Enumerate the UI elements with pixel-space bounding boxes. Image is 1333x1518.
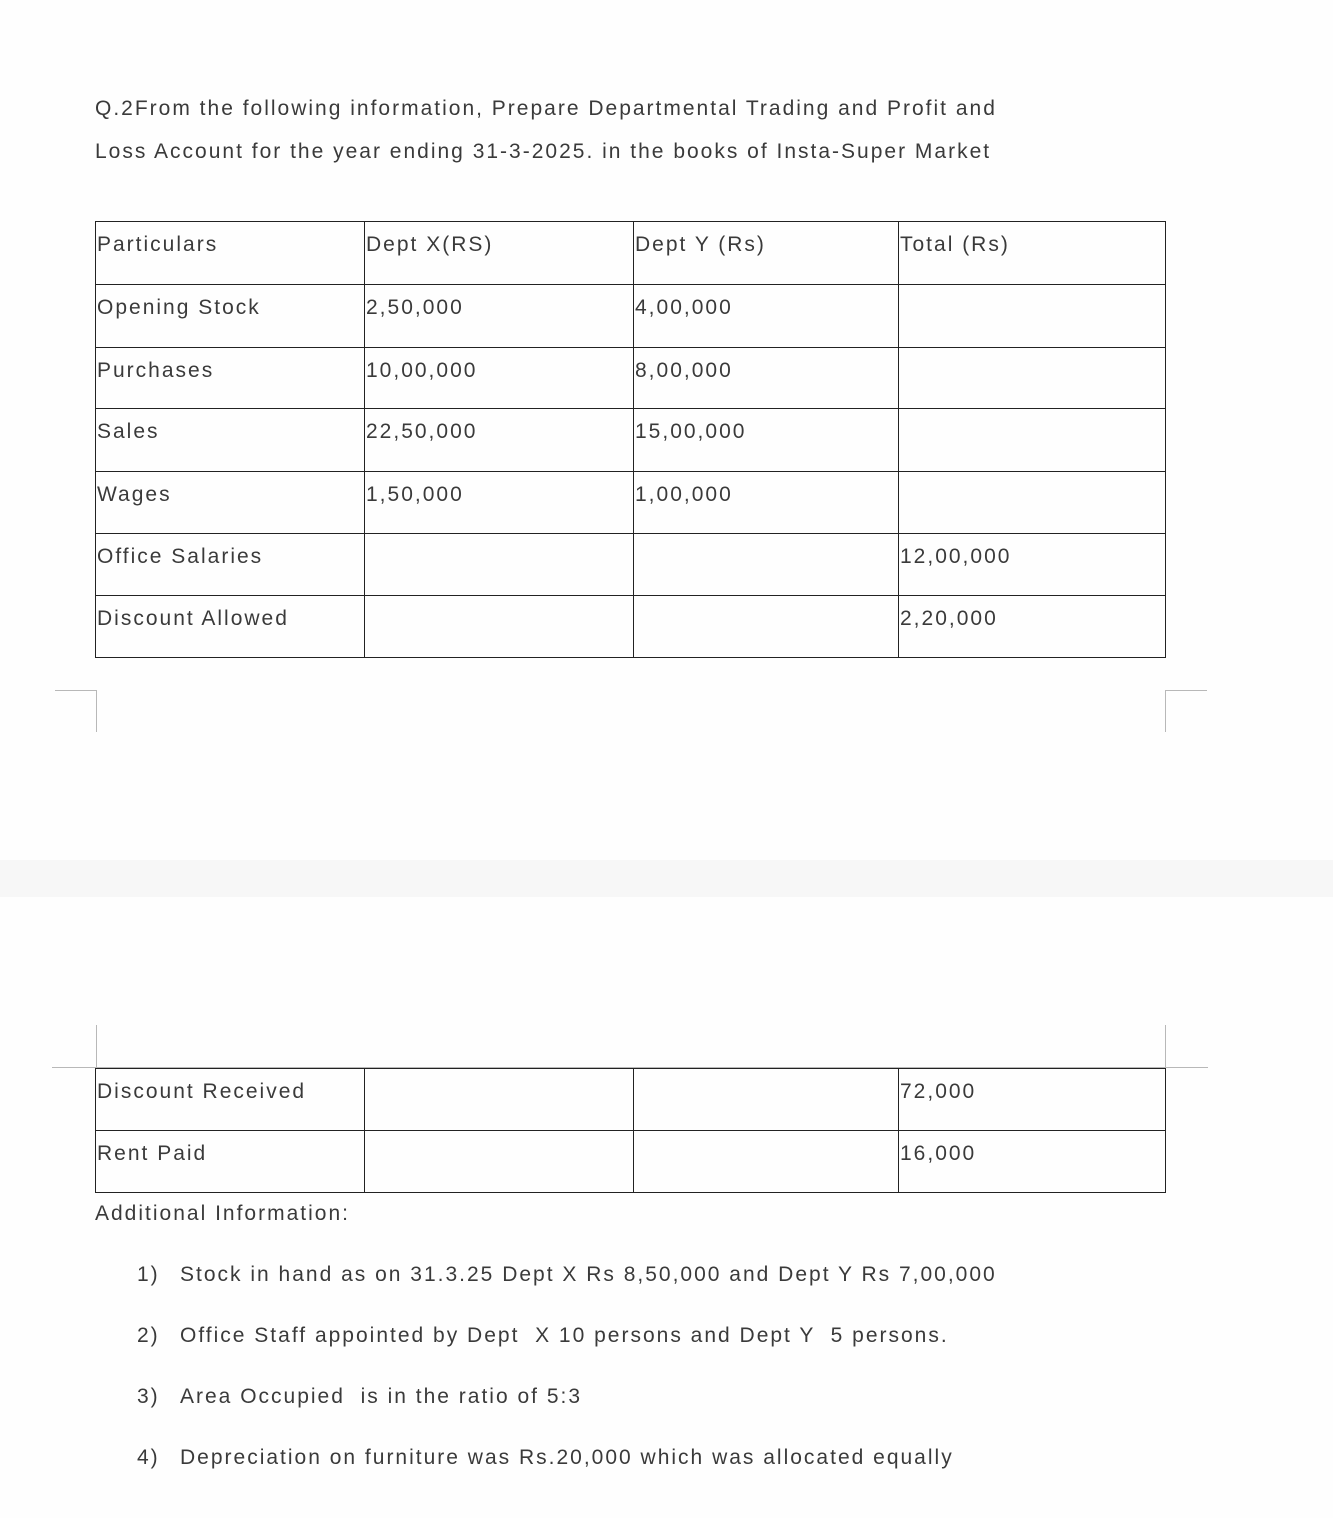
list-text: Depreciation on furniture was Rs.20,000 which was allocated equally — [180, 1446, 954, 1469]
page-break-gap — [0, 860, 1333, 897]
cell — [96, 348, 365, 409]
cell-text: 10,00,000 — [366, 359, 478, 382]
cell — [899, 534, 1166, 596]
cell — [899, 348, 1166, 409]
list-text: Office Staff appointed by Dept X 10 persons and Dept Y 5 persons. — [180, 1324, 949, 1347]
cell — [634, 472, 899, 534]
table-row — [96, 348, 1166, 409]
page-corner-mark — [1165, 690, 1166, 732]
header-dept-x: Dept X(RS) — [366, 233, 494, 256]
cell-text: 22,50,000 — [366, 420, 478, 443]
cell-text: 15,00,000 — [635, 420, 747, 443]
cell-text: Office Salaries — [97, 545, 264, 568]
cell — [365, 596, 634, 658]
list-number: 3) — [137, 1385, 160, 1408]
list-text: Stock in hand as on 31.3.25 Dept X Rs 8,50,000 and Dept Y Rs 7,00,000 — [180, 1263, 997, 1286]
data-table-page1 — [95, 221, 1166, 658]
cell — [634, 348, 899, 409]
cell-text: Rent Paid — [97, 1142, 208, 1165]
cell-text: Wages — [97, 483, 172, 506]
cell-text: 12,00,000 — [900, 545, 1012, 568]
question-line-2: Loss Account for the year ending 31-3-2025. in the books of Insta-Super Market — [95, 140, 992, 163]
cell-text — [635, 596, 898, 607]
cell-text: Discount Allowed — [97, 607, 289, 630]
cell-text — [366, 1069, 633, 1080]
header-dept-y: Dept Y (Rs) — [635, 233, 766, 256]
cell-text: Purchases — [97, 359, 215, 382]
cell-text — [366, 1131, 633, 1142]
page-corner-mark — [1165, 1025, 1166, 1068]
cell — [634, 409, 899, 472]
cell — [634, 534, 899, 596]
table-row — [96, 534, 1166, 596]
table-row — [96, 472, 1166, 534]
cell — [96, 285, 365, 348]
cell-text: 72,000 — [900, 1080, 977, 1103]
cell — [899, 596, 1166, 658]
list-text: Area Occupied is in the ratio of 5:3 — [180, 1385, 583, 1408]
cell — [96, 534, 365, 596]
cell-text — [635, 1131, 898, 1142]
cell-text: 1,50,000 — [366, 483, 464, 506]
list-item — [137, 1263, 997, 1287]
cell — [365, 285, 634, 348]
cell — [365, 348, 634, 409]
table-row — [96, 409, 1166, 472]
page-corner-mark — [1165, 690, 1207, 691]
header-cell — [96, 222, 365, 285]
list-number: 2) — [137, 1324, 160, 1347]
cell — [899, 1131, 1166, 1193]
cell-text — [900, 409, 1165, 420]
header-cell — [634, 222, 899, 285]
cell-text: 2,20,000 — [900, 607, 998, 630]
cell-text — [366, 534, 633, 545]
cell — [365, 409, 634, 472]
table-row — [96, 285, 1166, 348]
table-row — [96, 596, 1166, 658]
cell — [96, 596, 365, 658]
cell — [96, 1069, 365, 1131]
list-item — [137, 1385, 582, 1409]
list-number: 4) — [137, 1446, 160, 1469]
cell-text — [900, 285, 1165, 296]
page-corner-mark — [55, 690, 97, 691]
additional-info-heading: Additional Information: — [95, 1202, 350, 1225]
page-corner-mark — [96, 1025, 97, 1068]
header-cell — [365, 222, 634, 285]
header-particulars: Particulars — [97, 233, 219, 256]
cell — [365, 472, 634, 534]
cell — [96, 409, 365, 472]
header-total: Total (Rs) — [900, 233, 1010, 256]
cell-text — [366, 596, 633, 607]
question-line-1: Q.2From the following information, Prepare Departmental Trading and Profit and — [95, 97, 997, 120]
cell-text: 2,50,000 — [366, 296, 464, 319]
cell — [96, 472, 365, 534]
table-header-row — [96, 222, 1166, 285]
cell-text — [635, 534, 898, 545]
cell-text — [635, 1069, 898, 1080]
list-item — [137, 1324, 949, 1348]
cell — [899, 285, 1166, 348]
cell — [899, 409, 1166, 472]
cell-text: 1,00,000 — [635, 483, 733, 506]
list-number: 1) — [137, 1263, 160, 1286]
cell-text: 8,00,000 — [635, 359, 733, 382]
cell — [365, 1069, 634, 1131]
header-cell — [899, 222, 1166, 285]
cell — [899, 472, 1166, 534]
cell — [365, 534, 634, 596]
cell-text — [900, 348, 1165, 359]
cell — [96, 1131, 365, 1193]
cell-text: 4,00,000 — [635, 296, 733, 319]
cell — [634, 1069, 899, 1131]
cell — [365, 1131, 634, 1193]
cell — [634, 596, 899, 658]
cell — [899, 1069, 1166, 1131]
data-table-page2 — [95, 1068, 1166, 1193]
table-row — [96, 1069, 1166, 1131]
page-corner-mark — [96, 690, 97, 732]
cell-text — [900, 472, 1165, 483]
cell — [634, 1131, 899, 1193]
list-item — [137, 1446, 954, 1470]
cell-text: Discount Received — [97, 1080, 307, 1103]
cell-text: Sales — [97, 420, 160, 443]
table-row — [96, 1131, 1166, 1193]
cell — [634, 285, 899, 348]
cell-text: 16,000 — [900, 1142, 977, 1165]
cell-text: Opening Stock — [97, 296, 261, 319]
